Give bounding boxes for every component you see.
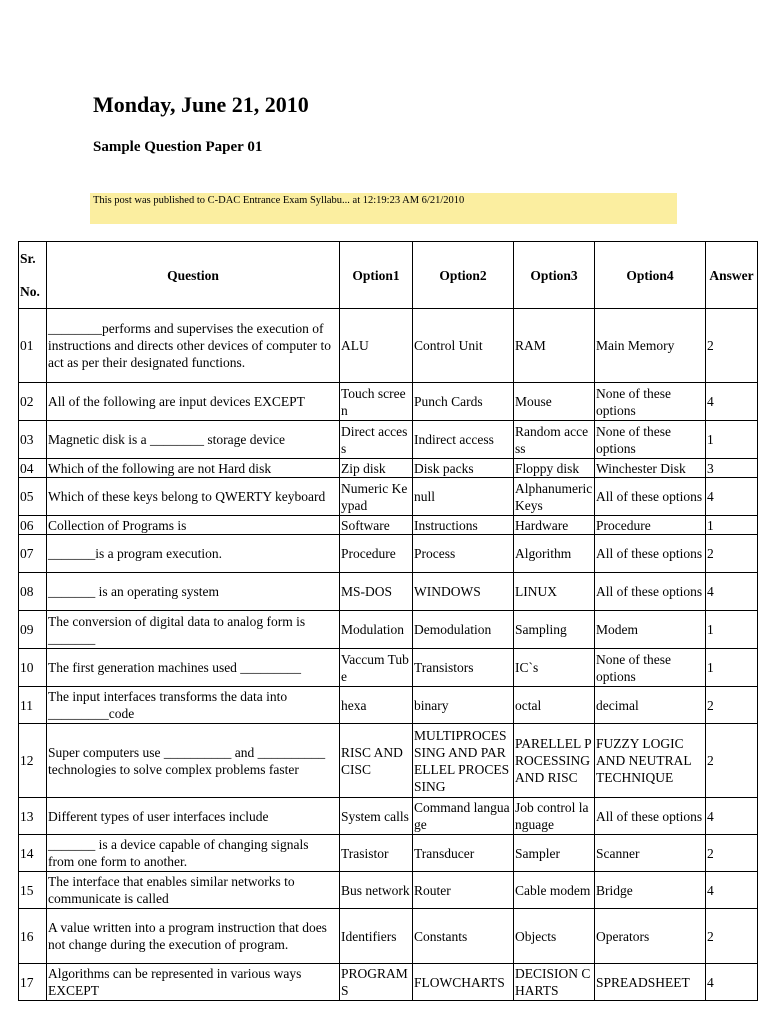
row-option1: ALU [340,309,413,383]
row-question: Which of these keys belong to QWERTY keyboard [47,478,340,516]
row-sr-no: 15 [19,872,47,909]
row-option4: decimal [595,687,706,724]
row-question: Super computers use __________ and __________ technologies to solve complex problems faster [47,724,340,798]
row-question: The first generation machines used _________ [47,649,340,687]
row-option2: Transistors [413,649,514,687]
row-answer: 1 [706,421,758,459]
row-option2: Transducer [413,835,514,872]
row-option1: Direct access [340,421,413,459]
row-option4: All of these options [595,573,706,611]
header-option4: Option4 [595,242,706,309]
table-row [19,964,758,1001]
row-question: The input interfaces transforms the data into _________code [47,687,340,724]
row-option3: Cable modem [514,872,595,909]
row-option3: DECISION CHARTS [514,964,595,1001]
row-answer: 2 [706,724,758,798]
row-option4: Winchester Disk [595,459,706,478]
row-option4: None of these options [595,649,706,687]
row-sr-no: 05 [19,478,47,516]
row-option2: Command language [413,798,514,835]
row-sr-no: 13 [19,798,47,835]
row-answer: 4 [706,478,758,516]
row-option3: PARELLEL PROCESSING AND RISC [514,724,595,798]
row-answer: 1 [706,649,758,687]
row-option3: Algorithm [514,535,595,573]
table-row [19,611,758,649]
row-answer: 4 [706,872,758,909]
row-option3: Alphanumeric Keys [514,478,595,516]
row-option2: null [413,478,514,516]
row-option1: System calls [340,798,413,835]
row-option2: Router [413,872,514,909]
header-no-label: No. [20,284,40,299]
table-row [19,478,758,516]
row-answer: 4 [706,383,758,421]
row-option4: All of these options [595,478,706,516]
header-option3: Option3 [514,242,595,309]
page-title: Monday, June 21, 2010 [93,92,309,117]
row-answer: 2 [706,835,758,872]
row-option1: Trasistor [340,835,413,872]
table-row [19,724,758,798]
row-question: Algorithms can be represented in various ways EXCEPT [47,964,340,1001]
row-answer: 3 [706,459,758,478]
table-row [19,383,758,421]
row-option4: All of these options [595,798,706,835]
row-option1: Zip disk [340,459,413,478]
row-option3: Sampler [514,835,595,872]
row-option4: FUZZY LOGIC AND NEUTRAL TECHNIQUE [595,724,706,798]
row-option2: Control Unit [413,309,514,383]
row-question: _______ is a device capable of changing signals from one form to another. [47,835,340,872]
row-option4: Scanner [595,835,706,872]
row-question: Different types of user interfaces include [47,798,340,835]
row-option3: RAM [514,309,595,383]
row-option1: Modulation [340,611,413,649]
row-option2: Process [413,535,514,573]
row-option2: FLOWCHARTS [413,964,514,1001]
row-option1: MS-DOS [340,573,413,611]
publish-notice: This post was published to C-DAC Entrance Exam Syllabu... at 12:19:23 AM 6/21/2010 [90,193,677,224]
row-option2: MULTIPROCESSING AND PARELLEL PROCESSING [413,724,514,798]
header-sr-no [19,242,47,309]
row-sr-no: 08 [19,573,47,611]
row-option1: hexa [340,687,413,724]
table-row [19,798,758,835]
table-row [19,573,758,611]
table-row [19,649,758,687]
row-answer: 1 [706,611,758,649]
table-row [19,872,758,909]
row-sr-no: 03 [19,421,47,459]
row-question: The conversion of digital data to analog form is _______ [47,611,340,649]
row-sr-no: 16 [19,909,47,964]
row-answer: 4 [706,798,758,835]
paper-subtitle: Sample Question Paper 01 [93,139,263,155]
table-row [19,459,758,478]
row-option3: Sampling [514,611,595,649]
row-option1: PROGRAMS [340,964,413,1001]
row-sr-no: 10 [19,649,47,687]
row-option2: Punch Cards [413,383,514,421]
table-row [19,687,758,724]
row-sr-no: 01 [19,309,47,383]
table-row [19,421,758,459]
row-option3: Random access [514,421,595,459]
row-option1: Bus network [340,872,413,909]
row-sr-no: 12 [19,724,47,798]
row-sr-no: 02 [19,383,47,421]
row-option3: Objects [514,909,595,964]
row-option3: Job control language [514,798,595,835]
table-row [19,535,758,573]
row-question: Magnetic disk is a ________ storage device [47,421,340,459]
row-question: ________performs and supervises the execution of instructions and directs other devices of computer to act as per their designated functions. [47,309,340,383]
row-option1: Identifiers [340,909,413,964]
row-option4: None of these options [595,383,706,421]
row-option1: Numeric Keypad [340,478,413,516]
row-sr-no: 14 [19,835,47,872]
row-sr-no: 06 [19,516,47,535]
row-option1: RISC AND CISC [340,724,413,798]
row-question: All of the following are input devices EXCEPT [47,383,340,421]
question-rows [19,309,758,1001]
header-option2: Option2 [413,242,514,309]
row-option3: Hardware [514,516,595,535]
header-row [19,242,758,309]
table-row [19,835,758,872]
table-row [19,909,758,964]
row-option4: Modem [595,611,706,649]
row-sr-no: 04 [19,459,47,478]
row-option3: LINUX [514,573,595,611]
row-question: A value written into a program instruction that does not change during the execution of program. [47,909,340,964]
row-answer: 4 [706,573,758,611]
row-question: Which of the following are not Hard disk [47,459,340,478]
row-option3: Mouse [514,383,595,421]
table-row [19,516,758,535]
row-sr-no: 09 [19,611,47,649]
row-answer: 2 [706,535,758,573]
row-option2: WINDOWS [413,573,514,611]
row-question: Collection of Programs is [47,516,340,535]
row-option1: Software [340,516,413,535]
row-option2: Indirect access [413,421,514,459]
row-option3: Floppy disk [514,459,595,478]
table-row [19,309,758,383]
row-question: _______is a program execution. [47,535,340,573]
header-answer: Answer [706,242,758,309]
row-option2: Instructions [413,516,514,535]
row-option4: None of these options [595,421,706,459]
row-answer: 2 [706,687,758,724]
row-option4: Bridge [595,872,706,909]
row-question: The interface that enables similar networks to communicate is called [47,872,340,909]
row-option4: Procedure [595,516,706,535]
header-question: Question [47,242,340,309]
row-answer: 1 [706,516,758,535]
row-answer: 4 [706,964,758,1001]
header-option1: Option1 [340,242,413,309]
question-table [18,241,758,1001]
row-sr-no: 07 [19,535,47,573]
row-option2: Disk packs [413,459,514,478]
row-option2: Demodulation [413,611,514,649]
row-option1: Procedure [340,535,413,573]
row-option2: binary [413,687,514,724]
header-sr-label: Sr. [20,251,36,266]
row-option2: Constants [413,909,514,964]
row-option1: Touch screen [340,383,413,421]
row-option4: Main Memory [595,309,706,383]
row-sr-no: 11 [19,687,47,724]
row-sr-no: 17 [19,964,47,1001]
row-option4: All of these options [595,535,706,573]
row-question: _______ is an operating system [47,573,340,611]
row-option4: Operators [595,909,706,964]
row-option1: Vaccum Tube [340,649,413,687]
row-answer: 2 [706,309,758,383]
row-option4: SPREADSHEET [595,964,706,1001]
row-option3: IC`s [514,649,595,687]
row-option3: octal [514,687,595,724]
row-answer: 2 [706,909,758,964]
